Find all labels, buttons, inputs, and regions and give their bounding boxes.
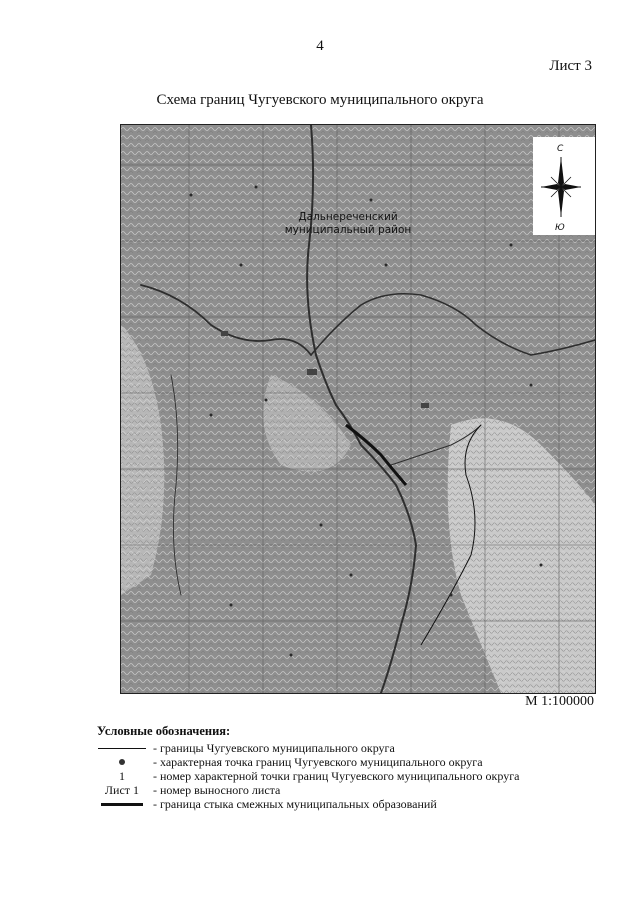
thick-line-symbol-icon (101, 803, 143, 806)
legend-item (97, 755, 597, 769)
legend-item-text: - характерная точка границ Чугуевского муниципального округа (153, 754, 483, 769)
legend (97, 724, 597, 811)
sheet-label: Лист 3 (549, 58, 592, 74)
legend-item (97, 741, 597, 755)
point-number-symbol: 1 (119, 768, 125, 783)
compass-rose (533, 137, 595, 235)
map-frame (120, 124, 596, 694)
legend-item (97, 797, 597, 811)
map-scale: М 1:100000 (525, 694, 594, 709)
compass-icon (533, 137, 595, 235)
compass-south-label: Ю (555, 223, 565, 233)
thin-line-symbol-icon (98, 748, 146, 749)
legend-item (97, 783, 597, 797)
dot-symbol-icon (119, 759, 125, 765)
legend-title: Условные обозначения: (97, 724, 231, 738)
legend-item-text: - номер выносного листа (153, 782, 281, 797)
legend-item (97, 769, 597, 783)
compass-north-label: С (557, 144, 564, 154)
district-label: Дальнереченский муниципальный район (284, 211, 412, 236)
page-title: Схема границ Чугуевского муниципального округа (156, 92, 484, 108)
legend-item-text: - граница стыка смежных муниципальных образований (153, 796, 437, 811)
legend-item-text: - границы Чугуевского муниципального округа (153, 740, 395, 755)
page-number: 4 (316, 38, 324, 54)
legend-item-text: - номер характерной точки границ Чугуевского муниципального округа (153, 768, 520, 783)
sheet-number-symbol: Лист 1 (104, 782, 140, 797)
